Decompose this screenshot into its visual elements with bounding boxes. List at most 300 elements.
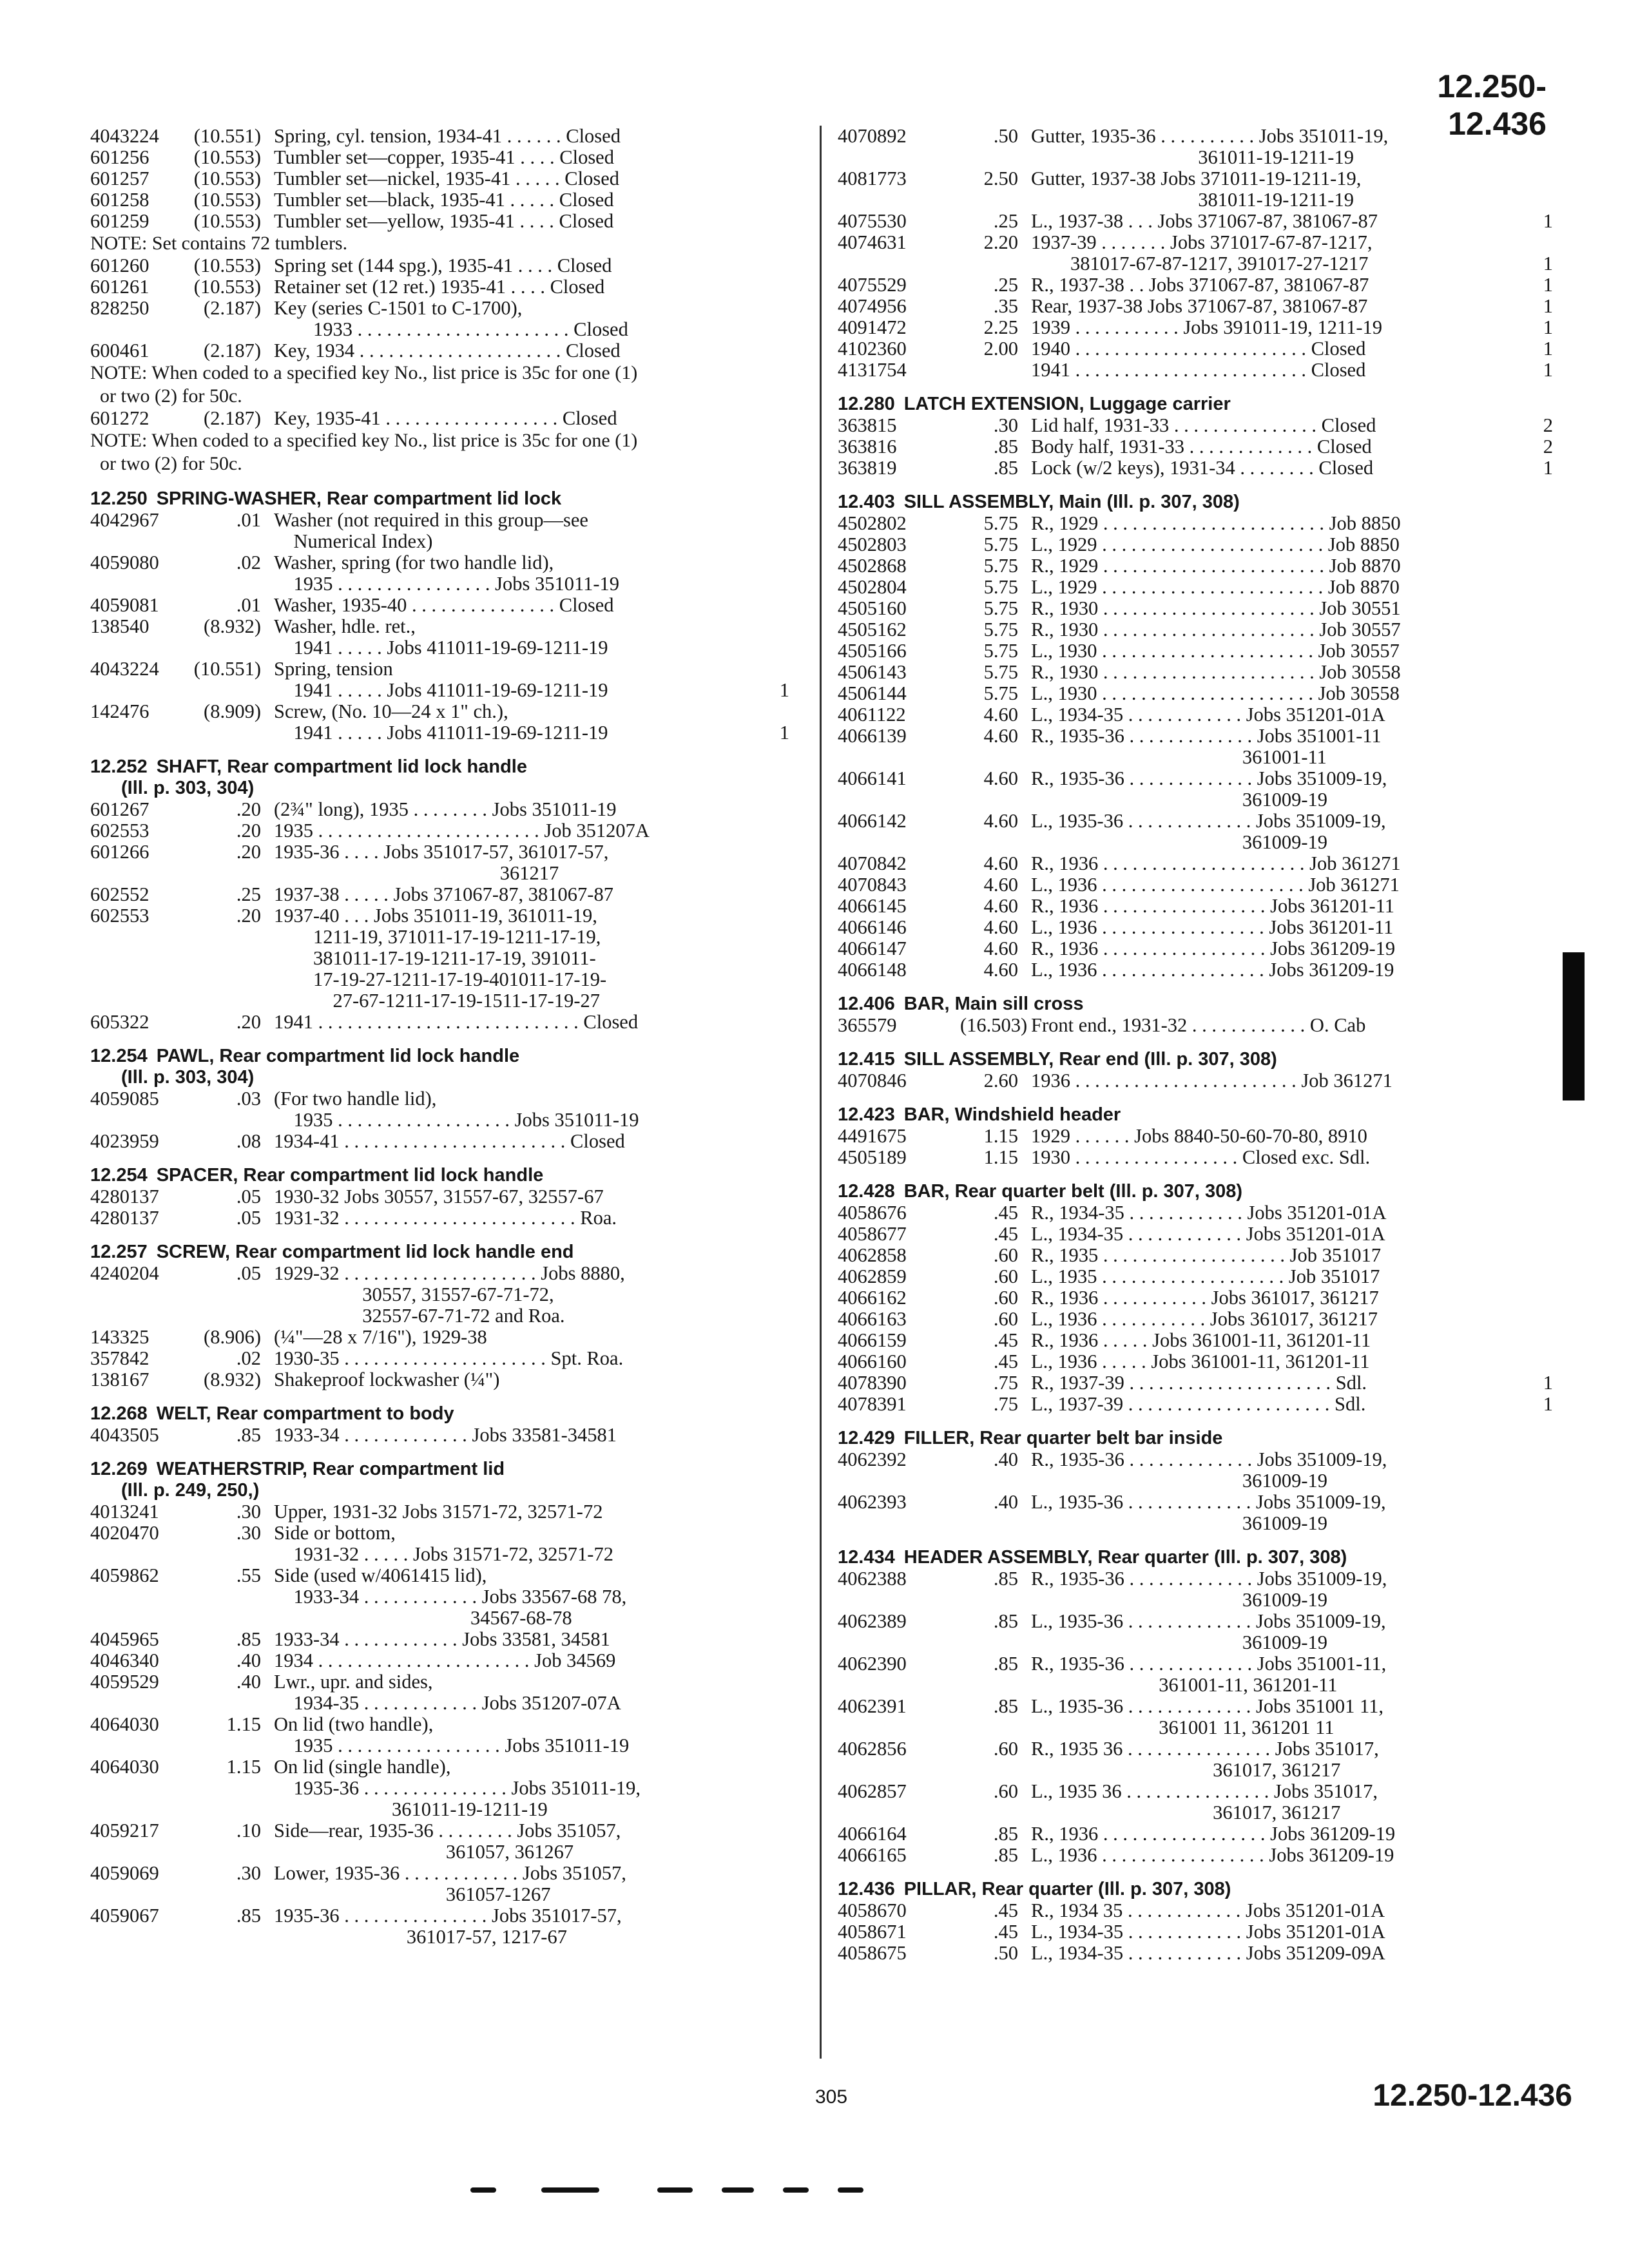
description: 361017, 361217 — [1031, 1760, 1341, 1781]
part-number: 601259 — [90, 210, 149, 232]
part-row — [90, 1863, 789, 1884]
description: 361009-19 — [1031, 1632, 1328, 1653]
description: 1941 . . . . . . . . . . . . . . . . . . . . . . . . . . . Closed — [274, 1012, 639, 1033]
price: (10.553) — [193, 255, 261, 276]
part-row — [838, 874, 1553, 896]
quantity — [1527, 640, 1553, 662]
price: .85 — [993, 1844, 1018, 1866]
description: R., 1936 . . . . . Jobs 361001-11, 361201-11 — [1031, 1330, 1371, 1351]
description: 17-19-27-1211-17-19-401011-17-19- — [274, 969, 607, 990]
quantity — [764, 1671, 789, 1693]
quantity — [1527, 1632, 1553, 1653]
price — [187, 1608, 274, 1629]
quantity — [1527, 126, 1553, 147]
part-row — [838, 789, 1553, 811]
description: R., 1930 . . . . . . . . . . . . . . . . . . . . . . Job 30558 — [1031, 662, 1401, 683]
description: 361017, 361217 — [1031, 1802, 1341, 1823]
quantity — [1527, 832, 1553, 853]
thumb-index-tab — [1563, 952, 1585, 1100]
price: .20 — [236, 905, 261, 927]
part-row — [90, 701, 789, 722]
description: 361057-1267 — [274, 1884, 551, 1905]
price: (10.553) — [193, 189, 261, 211]
price — [187, 722, 274, 744]
price — [187, 1586, 274, 1608]
part-row — [90, 1348, 789, 1369]
quantity — [764, 531, 789, 552]
part-row — [838, 1653, 1553, 1675]
price: .50 — [993, 1942, 1018, 1964]
section-number: 12.250 — [90, 488, 148, 509]
price: .85 — [993, 1695, 1018, 1717]
price: (8.909) — [204, 700, 261, 722]
part-number — [90, 1884, 187, 1905]
price — [960, 1802, 1031, 1823]
price: (10.551) — [193, 658, 261, 680]
quantity: 1 — [1543, 359, 1553, 381]
quantity — [1527, 1513, 1553, 1534]
part-row — [838, 1568, 1553, 1590]
price: .25 — [236, 883, 261, 905]
quantity — [1527, 811, 1553, 832]
part-row — [90, 1425, 789, 1446]
section-title: SCREW, Rear compartment lid lock handle end — [156, 1242, 574, 1262]
price: 4.60 — [983, 959, 1018, 981]
description: 1211-19, 371011-17-19-1211-17-19, — [274, 927, 601, 948]
part-number — [90, 680, 187, 701]
part-row — [838, 1394, 1553, 1415]
price — [960, 832, 1031, 853]
part-row — [90, 510, 789, 531]
part-number: 601260 — [90, 255, 149, 276]
description: 361001 11, 361201 11 — [1031, 1717, 1335, 1738]
part-number: 4066147 — [838, 937, 907, 959]
part-number: 4491675 — [838, 1125, 907, 1147]
section-heading — [838, 1049, 1553, 1070]
price: .85 — [993, 1823, 1018, 1845]
part-number: 4066146 — [838, 916, 907, 938]
scan-artifacts — [470, 2187, 870, 2196]
section-number: 12.436 — [838, 1879, 895, 1899]
quantity — [1527, 1760, 1553, 1781]
note-text: NOTE: When coded to a specified key No., list price is 35c for one (1) — [90, 362, 638, 383]
part-row — [90, 255, 789, 276]
description: 1935-36 . . . . . . . . . . . . . . . Jobs 351011-19, — [274, 1778, 641, 1799]
part-number: 4062392 — [838, 1448, 907, 1470]
part-number: 4046340 — [90, 1649, 159, 1671]
part-number: 4066162 — [838, 1287, 907, 1309]
quantity — [764, 1735, 789, 1756]
quantity — [1527, 1921, 1553, 1943]
section-title: PILLAR, Rear quarter (Ill. p. 307, 308) — [903, 1879, 1231, 1899]
part-number: 4078390 — [838, 1372, 907, 1394]
note-text: or two (2) for 50c. — [90, 453, 242, 474]
quantity — [1527, 189, 1553, 211]
part-row — [90, 1756, 789, 1778]
description: 1941 . . . . . . . . . . . . . . . . . . . . . . . . Closed — [1031, 360, 1366, 381]
description: 1935 . . . . . . . . . . . . . . . . . . Jobs 351011-19 — [274, 1110, 639, 1131]
part-row — [90, 189, 789, 211]
part-row — [90, 1841, 789, 1863]
quantity: 1 — [1543, 274, 1553, 296]
description: 1929 . . . . . . Jobs 8840-50-60-70-80, 8910 — [1031, 1126, 1367, 1147]
page-header-range: 12.250-12.436 — [1437, 68, 1547, 142]
quantity — [1527, 896, 1553, 917]
part-row — [838, 768, 1553, 789]
part-number — [90, 319, 187, 340]
part-number: 4070842 — [838, 852, 907, 874]
description: L., 1930 . . . . . . . . . . . . . . . . . . . . . . Job 30558 — [1031, 683, 1400, 704]
price: 1.15 — [226, 1713, 261, 1735]
section-heading — [90, 756, 789, 799]
part-number: 4280137 — [90, 1186, 159, 1207]
section-heading — [90, 1165, 789, 1186]
price: .05 — [236, 1207, 261, 1229]
price: .45 — [993, 1329, 1018, 1351]
price: .02 — [236, 1347, 261, 1369]
price: .85 — [993, 1610, 1018, 1632]
description: R., 1935-36 . . . . . . . . . . . . . Jobs 351009-19, — [1031, 1568, 1387, 1590]
part-row — [838, 253, 1553, 274]
part-number — [90, 1305, 187, 1327]
quantity — [764, 1523, 789, 1544]
part-row — [838, 1717, 1553, 1738]
description: Key, 1935-41 . . . . . . . . . . . . . . . . . . Closed — [274, 408, 617, 429]
section-heading — [90, 1046, 789, 1088]
part-row — [90, 1927, 789, 1948]
quantity — [1527, 513, 1553, 534]
description: 1934 . . . . . . . . . . . . . . . . . . . . . . Job 34569 — [274, 1650, 616, 1671]
quantity — [764, 1714, 789, 1735]
section-number: 12.415 — [838, 1049, 895, 1070]
part-number: 4066164 — [838, 1823, 907, 1845]
price — [187, 1284, 274, 1305]
part-row — [838, 296, 1553, 317]
description: L., 1936 . . . . . . . . . . . . . . . . . Jobs 361201-11 — [1031, 917, 1394, 938]
section-heading — [838, 492, 1553, 513]
section-title: BAR, Main sill cross — [903, 994, 1084, 1014]
part-number: 4059069 — [90, 1862, 159, 1884]
quantity — [764, 1608, 789, 1629]
part-row — [838, 513, 1553, 534]
part-row — [90, 1131, 789, 1152]
description: Lock (w/2 keys), 1931-34 . . . . . . . . Closed — [1031, 457, 1374, 479]
part-number — [90, 1110, 187, 1131]
section-title: WEATHERSTRIP, Rear compartment lid — [156, 1459, 505, 1479]
price: 2.20 — [983, 231, 1018, 253]
part-row — [90, 990, 789, 1012]
quantity: 1 — [1543, 210, 1553, 232]
part-number — [838, 1513, 960, 1534]
part-row — [838, 1845, 1553, 1866]
quantity — [1527, 1717, 1553, 1738]
quantity — [1527, 1653, 1553, 1675]
description: L., 1929 . . . . . . . . . . . . . . . . . . . . . . . Job 8870 — [1031, 577, 1400, 598]
description: 1934-41 . . . . . . . . . . . . . . . . . . . . . . . Closed — [274, 1131, 625, 1152]
quantity — [1527, 1015, 1553, 1036]
description: R., 1929 . . . . . . . . . . . . . . . . . . . . . . . Job 8870 — [1031, 555, 1401, 577]
part-row — [90, 658, 789, 680]
price: 2.60 — [983, 1070, 1018, 1091]
price: .85 — [993, 436, 1018, 457]
part-row — [90, 1327, 789, 1348]
description: 361009-19 — [1031, 832, 1328, 853]
section-number: 12.280 — [838, 394, 895, 414]
part-number: 4062391 — [838, 1695, 907, 1717]
part-row — [838, 1245, 1553, 1266]
quantity — [1527, 1611, 1553, 1632]
quantity — [1527, 1126, 1553, 1147]
part-row — [90, 1110, 789, 1131]
part-number: 4240204 — [90, 1262, 159, 1284]
price — [960, 147, 1031, 168]
description: L., 1935-36 . . . . . . . . . . . . . Jobs 351009-19, — [1031, 1611, 1386, 1632]
part-row — [838, 1590, 1553, 1611]
part-row — [90, 1735, 789, 1756]
quantity — [1527, 1590, 1553, 1611]
description: 1931-32 . . . . . . . . . . . . . . . . . . . . . . . . Roa. — [274, 1207, 617, 1229]
part-number: 4058675 — [838, 1942, 907, 1964]
part-number: 601261 — [90, 276, 149, 298]
price — [960, 253, 1031, 274]
part-number — [90, 1778, 187, 1799]
part-row — [90, 616, 789, 637]
price: .01 — [236, 594, 261, 616]
price: 2.25 — [983, 316, 1018, 338]
part-number: 4075530 — [838, 210, 907, 232]
part-number: 602553 — [90, 820, 149, 841]
part-number: 4066142 — [838, 810, 907, 832]
part-number: 828250 — [90, 297, 149, 319]
part-row — [838, 1015, 1553, 1036]
section-title: SHAFT, Rear compartment lid lock handle — [156, 756, 527, 777]
price — [187, 319, 274, 340]
part-number: 363815 — [838, 414, 897, 436]
section-heading — [90, 488, 789, 510]
price — [960, 1513, 1031, 1534]
part-row — [838, 1611, 1553, 1632]
section-heading — [838, 394, 1553, 415]
description: Numerical Index) — [274, 531, 433, 552]
quantity — [1527, 1245, 1553, 1266]
part-number: 4058677 — [838, 1223, 907, 1245]
quantity — [764, 990, 789, 1012]
part-number: 4074956 — [838, 295, 907, 317]
quantity — [1527, 1202, 1553, 1224]
part-number — [90, 573, 187, 595]
price: .60 — [993, 1738, 1018, 1760]
part-number: 4506144 — [838, 682, 907, 704]
description: L., 1934-35 . . . . . . . . . . . . Jobs 351201-01A — [1031, 1224, 1385, 1245]
price: 4.60 — [983, 767, 1018, 789]
description: Spring, tension — [274, 658, 393, 680]
part-number: 4062858 — [838, 1244, 907, 1266]
description: 381011-17-19-1211-17-19, 391011- — [274, 948, 596, 969]
part-row — [838, 274, 1553, 296]
quantity — [764, 799, 789, 820]
quantity — [764, 1088, 789, 1110]
part-row — [90, 1608, 789, 1629]
quantity — [764, 1586, 789, 1608]
part-number: 138167 — [90, 1369, 149, 1390]
price: (8.906) — [204, 1326, 261, 1348]
section-number: 12.252 — [90, 756, 148, 777]
quantity — [764, 927, 789, 948]
section-heading — [838, 994, 1553, 1015]
price — [960, 1717, 1031, 1738]
quantity — [764, 319, 789, 340]
part-row — [838, 126, 1553, 147]
quantity — [764, 573, 789, 595]
left-column — [90, 126, 789, 1948]
price — [187, 680, 274, 701]
price — [187, 1544, 274, 1565]
description: Lid half, 1931-33 . . . . . . . . . . . . . . . Closed — [1031, 415, 1376, 436]
price: .40 — [236, 1649, 261, 1671]
section-title: SILL ASSEMBLY, Rear end (Ill. p. 307, 308) — [903, 1049, 1277, 1070]
quantity — [1527, 1802, 1553, 1823]
part-number: 4062857 — [838, 1780, 907, 1802]
description: L., 1934-35 . . . . . . . . . . . . Jobs 351209-09A — [1031, 1943, 1385, 1964]
quantity: 2 — [1543, 436, 1553, 457]
part-row — [838, 1449, 1553, 1470]
description: Washer, hdle. ret., — [274, 616, 416, 637]
part-row — [90, 1305, 789, 1327]
quantity — [764, 1131, 789, 1152]
part-row — [90, 1207, 789, 1229]
part-number: 143325 — [90, 1326, 149, 1348]
part-number — [90, 1608, 187, 1629]
section-title: HEADER ASSEMBLY, Rear quarter (Ill. p. 307, 308) — [903, 1547, 1347, 1568]
price: .85 — [993, 1568, 1018, 1590]
price: .08 — [236, 1130, 261, 1152]
section-heading — [90, 1242, 789, 1263]
quantity — [764, 298, 789, 319]
price — [960, 747, 1031, 768]
quantity: 1 — [1543, 316, 1553, 338]
part-row — [90, 1778, 789, 1799]
quantity — [764, 637, 789, 658]
price: 5.75 — [983, 619, 1018, 640]
description: L., 1936 . . . . . . . . . . . Jobs 361017, 361217 — [1031, 1309, 1378, 1330]
description: 1930-35 . . . . . . . . . . . . . . . . . . . . . Spt. Roa. — [274, 1348, 624, 1369]
price: (10.553) — [193, 210, 261, 232]
part-row — [90, 820, 789, 841]
price: (8.932) — [204, 1369, 261, 1390]
price: 1.15 — [983, 1125, 1018, 1147]
price — [960, 1675, 1031, 1696]
description: L., 1934-35 . . . . . . . . . . . . Jobs 351201-01A — [1031, 1921, 1385, 1943]
description: Key, 1934 . . . . . . . . . . . . . . . . . . . . . Closed — [274, 340, 621, 361]
quantity: 2 — [1543, 414, 1553, 436]
price: (2.187) — [204, 407, 261, 429]
part-row — [90, 531, 789, 552]
price — [960, 1590, 1031, 1611]
page-number: 305 — [815, 2086, 848, 2108]
part-row — [90, 1544, 789, 1565]
description: 1930-32 Jobs 30557, 31557-67, 32557-67 — [274, 1186, 604, 1207]
section-heading — [838, 1104, 1553, 1126]
price: .30 — [236, 1501, 261, 1523]
price: .45 — [993, 1202, 1018, 1224]
price: (2.187) — [204, 340, 261, 361]
quantity: 1 — [1543, 1372, 1553, 1394]
section-heading — [838, 1879, 1553, 1900]
part-row — [90, 1186, 789, 1207]
description: 381011-19-1211-19 — [1031, 189, 1354, 211]
part-number: 4502804 — [838, 576, 907, 598]
description: Tumbler set—copper, 1935-41 . . . . Closed — [274, 147, 614, 168]
part-number: 4066145 — [838, 895, 907, 917]
part-number: 4059067 — [90, 1905, 159, 1927]
price: .25 — [993, 274, 1018, 296]
part-number — [90, 1693, 187, 1714]
description: (2¾" long), 1935 . . . . . . . . Jobs 351011-19 — [274, 799, 617, 820]
description: R., 1935-36 . . . . . . . . . . . . . Jobs 351009-19, — [1031, 1449, 1387, 1470]
description: Body half, 1931-33 . . . . . . . . . . . . . Closed — [1031, 436, 1372, 457]
quantity — [1527, 683, 1553, 704]
part-number — [90, 990, 187, 1012]
quantity — [764, 1905, 789, 1927]
quantity — [764, 820, 789, 841]
part-row — [838, 747, 1553, 768]
part-number: 4131754 — [838, 359, 907, 381]
part-number: 363819 — [838, 457, 897, 479]
price — [960, 789, 1031, 811]
part-row — [90, 408, 789, 429]
description: L., 1936 . . . . . . . . . . . . . . . . . . . . . Job 361271 — [1031, 874, 1400, 896]
description: L., 1930 . . . . . . . . . . . . . . . . . . . . . . Job 30557 — [1031, 640, 1400, 662]
quantity — [1527, 874, 1553, 896]
part-row — [90, 1884, 789, 1905]
part-row — [90, 573, 789, 595]
part-row — [90, 1523, 789, 1544]
part-row — [90, 1565, 789, 1586]
quantity — [764, 1650, 789, 1671]
part-row — [90, 552, 789, 573]
description: R., 1937-39 . . . . . . . . . . . . . . . . . . . . . Sdl. — [1031, 1372, 1367, 1394]
quantity — [764, 969, 789, 990]
quantity — [764, 1778, 789, 1799]
part-row — [838, 1943, 1553, 1964]
part-row — [838, 534, 1553, 555]
description: R., 1935 36 . . . . . . . . . . . . . . . Jobs 351017, — [1031, 1738, 1379, 1760]
description: L., 1934-35 . . . . . . . . . . . . Jobs 351201-01A — [1031, 704, 1385, 726]
part-number — [90, 1586, 187, 1608]
quantity — [764, 189, 789, 211]
quantity — [1527, 1943, 1553, 1964]
part-row — [838, 1802, 1553, 1823]
price: (8.932) — [204, 615, 261, 637]
part-number: 4506143 — [838, 661, 907, 683]
part-number: 601272 — [90, 407, 149, 429]
price: .20 — [236, 798, 261, 820]
description: 361017-57, 1217-67 — [274, 1927, 567, 1948]
section-title: SILL ASSEMBLY, Main (Ill. p. 307, 308) — [903, 492, 1240, 512]
part-row — [90, 147, 789, 168]
quantity — [1527, 1309, 1553, 1330]
description: 361011-19-1211-19 — [274, 1799, 548, 1820]
price: .03 — [236, 1088, 261, 1110]
part-number — [90, 531, 187, 552]
quantity — [764, 1369, 789, 1390]
price: 4.60 — [983, 810, 1018, 832]
price — [187, 573, 274, 595]
description: R., 1930 . . . . . . . . . . . . . . . . . . . . . . Job 30551 — [1031, 598, 1401, 619]
quantity: 1 — [1543, 253, 1553, 274]
price: .40 — [993, 1491, 1018, 1513]
description: 1930 . . . . . . . . . . . . . . . . . Closed exc. Sdl. — [1031, 1147, 1371, 1168]
